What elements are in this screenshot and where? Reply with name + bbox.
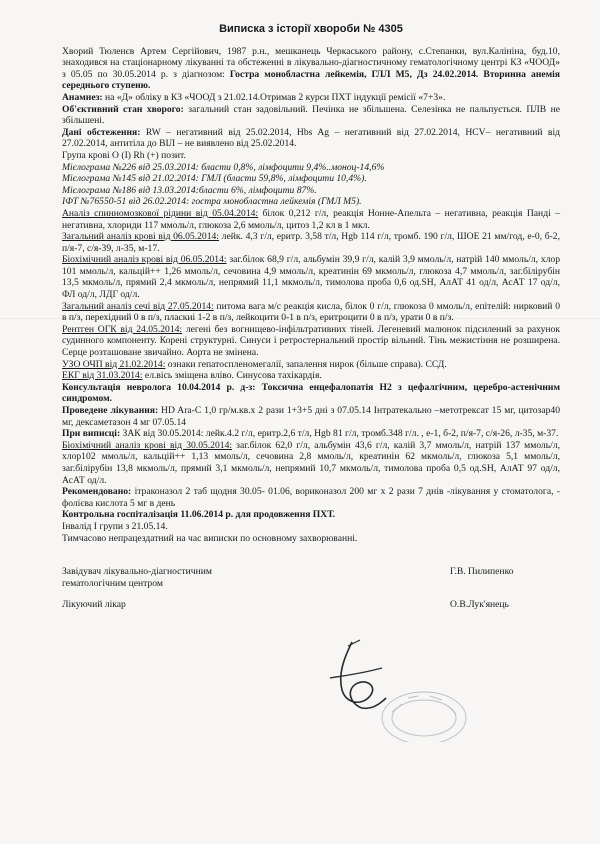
biochem-3005-label: Біохімічний аналіз крові від 30.05.2014: [62,439,233,451]
treatment-text: HD Ara-C 1,0 гр/м.кв.х 2 рази 1+3+5 дні з 07.05.14 Інтратекально –метотрексат 15 мг, цитозар40 мг, дексаметазон 4 мг 07.05.14 [62,405,560,428]
treatment-label: Проведене лікування: [62,405,159,416]
biochem-0605-label: Біохімічний аналіз крові від 06.05.2014: [62,254,227,266]
ecg-label: ЕКГ від 31.03.2014: [62,370,143,382]
treatment [62,405,560,428]
disability: Інвалід І групи з 21.05.14. [62,520,168,532]
ecg-text: ел.вісь зміщена вліво. Синусова тахікардія. [142,370,322,382]
biochem-3005-text: заг.білок 62,0 г/л, альбумін 43,6 г/л, калій 3,7 ммоль/л, натрій 137 ммоль/л, хлор102 ммоль/л, кальцій++ 1,13 ммоль/л, сечовина 2,8 ммоль/л, креатинін 62 мкмоль/л, глюкоза 5,1 ммоль/л, заг.білірубін 13,8 мкмоль/л, прямий 3,1 мкмоль/л, непрямий 10,7 мкмоль/л, тимолова проба 0,5 од.SH, АлАТ 97 од/л, АсАТ од/л. [62,439,560,486]
myelogram-145: Мієлограма №145 від 21.02.2014: ГМЛ (бласти 59,8%, лімфоцити 10,4%). [62,173,367,185]
discharge [62,428,560,440]
stamp-seal [378,682,470,742]
doctor-name: О.В.Лук'янець [450,599,509,611]
anamnesis-label: Анамнез: [62,91,103,103]
exam-data [62,127,560,150]
ultrasound-text: ознаки гепатоспленомегалії, запалення нирок (більше справа). ССД. [165,358,447,370]
document-body [62,46,560,545]
anamnesis-text: на «Д» обліку в КЗ «ЧООД з 21.02.14.Отримав 2 курси ПХТ індукції ремісії «7+3». [102,91,446,103]
neurologist-consult: Консультація невролога 10.04.2014 р. д-з: Токсична енцефалопатія Н2 з цефалгічним, церебро-астенічним синдромом. [62,381,560,405]
ultrasound-label: УЗО ОЧП від 21.02.2014: [62,358,166,370]
objective-status-text: загальний стан задовільний. Печінка не збільшена. Селезінка не пальпується. ПЛВ не збільшені. [62,103,560,127]
cbc-0605-text: лейк. 4,3 г/л, еритр. 3,58 т/л, Hgb 114 г/л, тромб. 190 г/л, ШОЕ 21 мм/год, е-0, б-2, п/я-7, с/я-39, л-35, м-17. [62,231,560,254]
csf-analysis [62,208,560,231]
biochem-0605-text: заг.білок 68,9 г/л, альбумін 39,9 г/л, калій 3,9 ммоль/л, натрій 140 ммоль/л, хлор 101 ммоль/л, кальцій++ 1,26 ммоль/л, сечовина 4,9 ммоль/л, креатинін 69 мкмоль/л, глюкоза 4,7 ммоль/л, заг.білірубін 13,5 мкмоль/л, прямий 2,4 мкмоль/л, непрямий 11,1 мкмоль/л, тимолова проба 0,6 од.SH, АлАТ 41 од/л, АсАТ 17 од/л, ФЛ од/л, ЛДГ од/л. [62,254,560,301]
biochem-3005 [62,440,560,486]
ultrasound [62,359,560,371]
biochem-0605 [62,254,560,300]
xray-label: Рентген ОГК від 24.05.2014: [62,323,183,335]
myelogram-226: Мієлограма №226 від 25.03.2014: бласти 0,8%, лімфоцити 9,4%..моноц-14,6% [62,161,385,173]
anamnesis [62,92,560,104]
objective-status-label: Об'єктивний стан хворого: [62,103,184,115]
doctor-title: Лікуючий лікар [62,599,126,611]
head-title-line-1: Завідувач лікувально-діагностичним [62,566,212,578]
ift-result: ІФТ №76550-51 від 26.02.2014: гостра монобластна лейкемія (ГМЛ М5). [62,196,362,208]
head-title-line-2: гематологічним центром [62,577,163,589]
xray-text: легені без вогнищево-інфільтративних тіней. Легеневий малюнок підсилений за рахунок судинного компоненту. Корені структурні. Синуси і ретростернальний простір вільний. Тінь межистіння не розширена. Серце розташоване звичайно. Аорта не змінена. [62,323,560,359]
csf-analysis-text: білок 0,212 г/л, реакція Нонне-Апельта – негативна, реакція Панді – негативна, хлориди 117 ммоль/л, глюкоза 2,6 ммоль/л, цитоз 1,2 кл в 1 мкл. [62,207,560,231]
incapacity: Тимчасово непрацездатний на час виписки по основному захворюванні. [62,532,358,544]
cbc-0605-label: Загальний аналіз крові від 06.05.2014: [62,231,219,243]
objective-status [62,104,560,127]
doctor-signature-row [62,599,560,611]
control-hospitalization: Контрольна госпіталізація 11.06.2014 р. для продовження ПХТ. [62,509,336,521]
document-title: Виписка з історії хвороби № 4305 [219,23,403,35]
urinalysis-text: питома вага м/с реакція кисла, білок 0 г/л, глюкоза 0 ммоль/л, епітелій: нирковий 0 в п/з, перехідний 0 в п/з, пласкиі 1-2 в п/з, лейкоцити 0-1 в п/з, еритроцити 0 в п/з, урати 0 в п/з. [62,300,560,324]
urinalysis-label: Загальний аналіз сечі від 27.05.2014: [62,300,214,312]
diagnosis: Гостра монобластна лейкемія, ГЛЛ М5, Дз 24.02.2014. Вторинна анемія середнього ступеню. [62,68,560,92]
exam-data-label: Дані обстеження: [62,126,141,138]
patient-info-text: Хворий Тюленєв Артем Сергійович, 1987 р.н., мешканець Черкаського району, с.Степанки, вул.Калініна, буд.10, знаходився на стаціонарному лікуванні та обстеженні в лікувально-діагностичному гематологічному центрі КЗ «ЧООД» з 05.05 по 30.05.2014 р. з діагнозом: [62,45,560,80]
exam-data-text: RW – негативний від 25.02.2014, Hbs Ag – негативний від 27.02.2014, HCV– негативний від 27.02.2014, антитіла до ВІЛ – не виявлено від 25.02.2014. [62,126,560,150]
recommendations-text: ітраконазол 2 таб щодня 30.05- 01.06, вориконазол 200 мг х 2 рази 7 днів -лікування у стоматолога, - фолієва кислота 5 мг в день [62,486,560,509]
recommendations [62,486,560,509]
discharge-text: ЗАК від 30.05.2014: лейк.4.2 г/л, еритр.2,6 т/л, Hgb 81 г/л, тромб.348 г/л. , е-1, б-2, п/я-7, с/я-26, л-35, м-37. [120,428,559,440]
discharge-label: При виписці: [62,428,121,440]
patient-info [62,46,560,92]
head-title [62,566,302,589]
head-signature-row [62,566,560,589]
head-name: Г.В. Пилипенко [450,566,514,578]
cbc-0605 [62,231,560,254]
xray [62,324,560,359]
csf-analysis-label: Аналіз спинномозкової рідини від 05.04.2014: [62,207,259,219]
urinalysis [62,301,560,324]
myelogram-186: Мієлограма №186 від 13.03.2014:бласти 6%, лімфоцити 87%. [62,184,317,196]
ecg [62,370,560,382]
paper-fold [0,318,600,319]
recommendations-label: Рекомендовано: [62,486,132,498]
blood-group: Група крові О (І) Rh (+) позит. [62,149,186,161]
